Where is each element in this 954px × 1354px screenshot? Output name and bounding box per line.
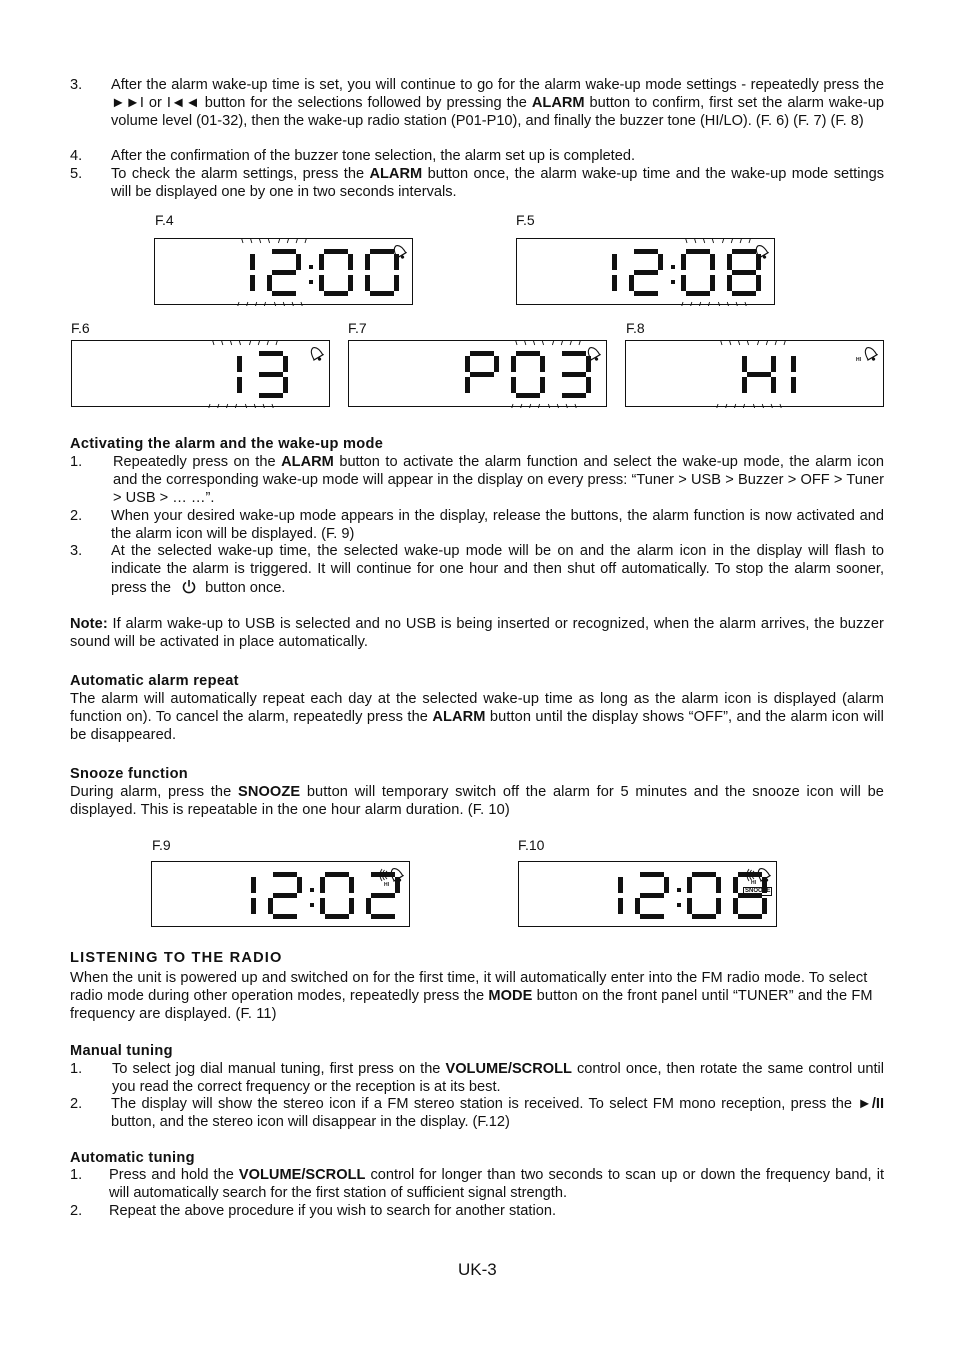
lcd-digit-P (465, 351, 499, 393)
snooze-paragraph: During alarm, press the SNOOZE button will temporary switch off the alarm for 5 minutes and the snooze icon will be displayed. This is repeatable in the one hour alarm duration. (F. 10) (70, 784, 884, 818)
heading-automatic-tuning: Automatic tuning (70, 1150, 195, 1166)
lcd-digit-I (791, 356, 796, 393)
lcd-digit-3 (259, 351, 288, 398)
lcd-colon (310, 888, 314, 907)
lcd-f8 (625, 340, 884, 407)
repeat-paragraph: The alarm will automatically repeat each day at the selected wake-up time as long as the alarm icon is displayed (alarm function on). To cancel the alarm, repeatedly press the ALARM button until the display shows “OFF”, and the alarm icon will be disappeared. (70, 691, 884, 743)
flash-marks (238, 302, 303, 306)
manual-item-1: 1. To select jog dial manual tuning, first press on the VOLUME/SCROLL control once, then rotate the same control until you read the correct frequency or the reception is at its best. (70, 1061, 884, 1095)
fig-label-f9: F.9 (152, 837, 171, 853)
alarm-bell-icon (308, 345, 325, 363)
lcd-digit-1 (612, 254, 617, 291)
lcd-digits (349, 341, 608, 408)
flash-marks (213, 341, 278, 345)
manual-item-2: 2. The display will show the stereo icon if a FM stereo station is received. To select FM mono reception, press the ►/II button, and the stereo icon will disappear in the display. (F.12) (70, 1096, 884, 1130)
lcd-digits (152, 862, 411, 928)
lcd-f5 (516, 238, 775, 305)
hi-indicator: HI (751, 880, 756, 886)
lcd-digit-2 (629, 249, 663, 296)
lcd-digit-1 (251, 877, 256, 914)
lcd-digit-0 (681, 249, 715, 296)
auto-item-2: 2. Repeat the above procedure if you wish to search for another station. (70, 1203, 556, 1219)
lcd-f6 (71, 340, 330, 407)
heading-activating: Activating the alarm and the wake-up mode (70, 436, 384, 452)
lcd-f4 (154, 238, 413, 305)
lcd-digit-0 (511, 351, 545, 398)
lcd-digit-0 (320, 872, 354, 919)
lcd-digits (517, 239, 776, 306)
lcd-digit-0 (319, 249, 353, 296)
lcd-colon (677, 888, 681, 907)
lcd-digit-2 (268, 872, 302, 919)
lcd-digit-H (742, 356, 776, 393)
snooze-indicator: SNOOZE (745, 888, 771, 894)
flash-marks (686, 239, 751, 243)
page-number: UK-3 (458, 1260, 497, 1279)
fig-label-f7: F.7 (348, 320, 367, 336)
lcd-f10 (518, 861, 777, 927)
activating-item-2: 2. When your desired wake-up mode appears in the display, release the buttons, the alarm function is now activated and the alarm icon will be displayed. (F. 9) (70, 508, 884, 542)
step-5: 5. To check the alarm settings, press the ALARM button once, the alarm wake-up time and the wake-up mode settings will be displayed one by one in two seconds intervals. (70, 166, 884, 200)
flash-marks (721, 341, 786, 345)
fig-label-f8: F.8 (626, 320, 645, 336)
fig-label-f10: F.10 (518, 837, 545, 853)
lcd-colon (671, 265, 675, 284)
flash-marks (516, 341, 581, 345)
activating-item-3: 3. At the selected wake-up time, the selected wake-up mode will be on and the alarm icon in the display will flash to indicate the alarm is triggered. It will continue for one hour and then shut off automatically. To stop the alarm sooner, press the button once. (70, 543, 884, 596)
note-paragraph: Note: If alarm wake-up to USB is selected and no USB is being inserted or recognized, when the alarm arrives, the buzzer sound will be activated in place automatically. (70, 616, 884, 650)
fig-label-f5: F.5 (516, 212, 535, 228)
lcd-digit-8 (727, 249, 761, 296)
auto-item-1: 1. Press and hold the VOLUME/SCROLL control for longer than two seconds to scan up or down the frequency band, it will automatically search for the first station of sufficient signal strength. (70, 1167, 885, 1201)
hi-indicator: HI (384, 882, 389, 888)
hi-indicator: HI (856, 357, 861, 363)
lcd-digits (155, 239, 414, 306)
step-3: 3. After the alarm wake-up time is set, you will continue to go for the alarm wake-up mode settings - repeatedly press the ►►I or I◄◄ button for the selections followed by pressing the ALARM button to confirm, first set the alarm wake-up volume level (01-32), then the wake-up radio station (P01-P10), and finally the buzzer tone (HI/LO). (F. 6) (F. 7) (F. 8) (70, 77, 885, 129)
lcd-digit-1 (618, 877, 623, 914)
fig-label-f6: F.6 (71, 320, 90, 336)
fig-label-f4: F.4 (155, 212, 174, 228)
heading-manual-tuning: Manual tuning (70, 1043, 173, 1059)
lcd-digits (519, 862, 778, 928)
lcd-digits (626, 341, 885, 408)
flash-marks (717, 404, 782, 408)
lcd-digits (72, 341, 331, 408)
lcd-digit-2 (366, 872, 400, 919)
lcd-digit-2 (267, 249, 301, 296)
lcd-digit-0 (687, 872, 721, 919)
flash-marks (242, 239, 307, 243)
heading-snooze: Snooze function (70, 766, 188, 782)
lcd-f9 (151, 861, 410, 927)
lcd-digit-1 (250, 254, 255, 291)
lcd-digit-3 (562, 351, 591, 398)
flash-marks (682, 302, 747, 306)
flash-marks (209, 404, 274, 408)
radio-paragraph: When the unit is powered up and switched on for the first time, it will automatically enter into the FM radio mode. To select radio mode during other operation modes, repeatedly press the MODE button on the front panel until “TUNER” and the FM frequency are displayed. (F. 11) (70, 970, 873, 1022)
activating-item-1: 1. Repeatedly press on the ALARM button to activate the alarm function and select the wake-up mode, the alarm icon and the corresponding wake-up mode will appear in the display on every press: “Tuner > USB > Buzzer > OFF > Tuner > USB > … …”. (70, 454, 884, 506)
alarm-bell-icon (862, 345, 879, 363)
step-4: 4. After the confirmation of the buzzer tone selection, the alarm set up is completed. (70, 148, 636, 164)
lcd-f7 (348, 340, 607, 407)
lcd-digit-2 (635, 872, 669, 919)
lcd-digit-0 (365, 249, 399, 296)
lcd-digit-1 (237, 356, 242, 393)
power-icon (181, 579, 197, 594)
heading-radio: LISTENING TO THE RADIO (70, 950, 283, 966)
heading-repeat: Automatic alarm repeat (70, 673, 239, 689)
flash-marks (512, 404, 577, 408)
lcd-colon (309, 265, 313, 284)
